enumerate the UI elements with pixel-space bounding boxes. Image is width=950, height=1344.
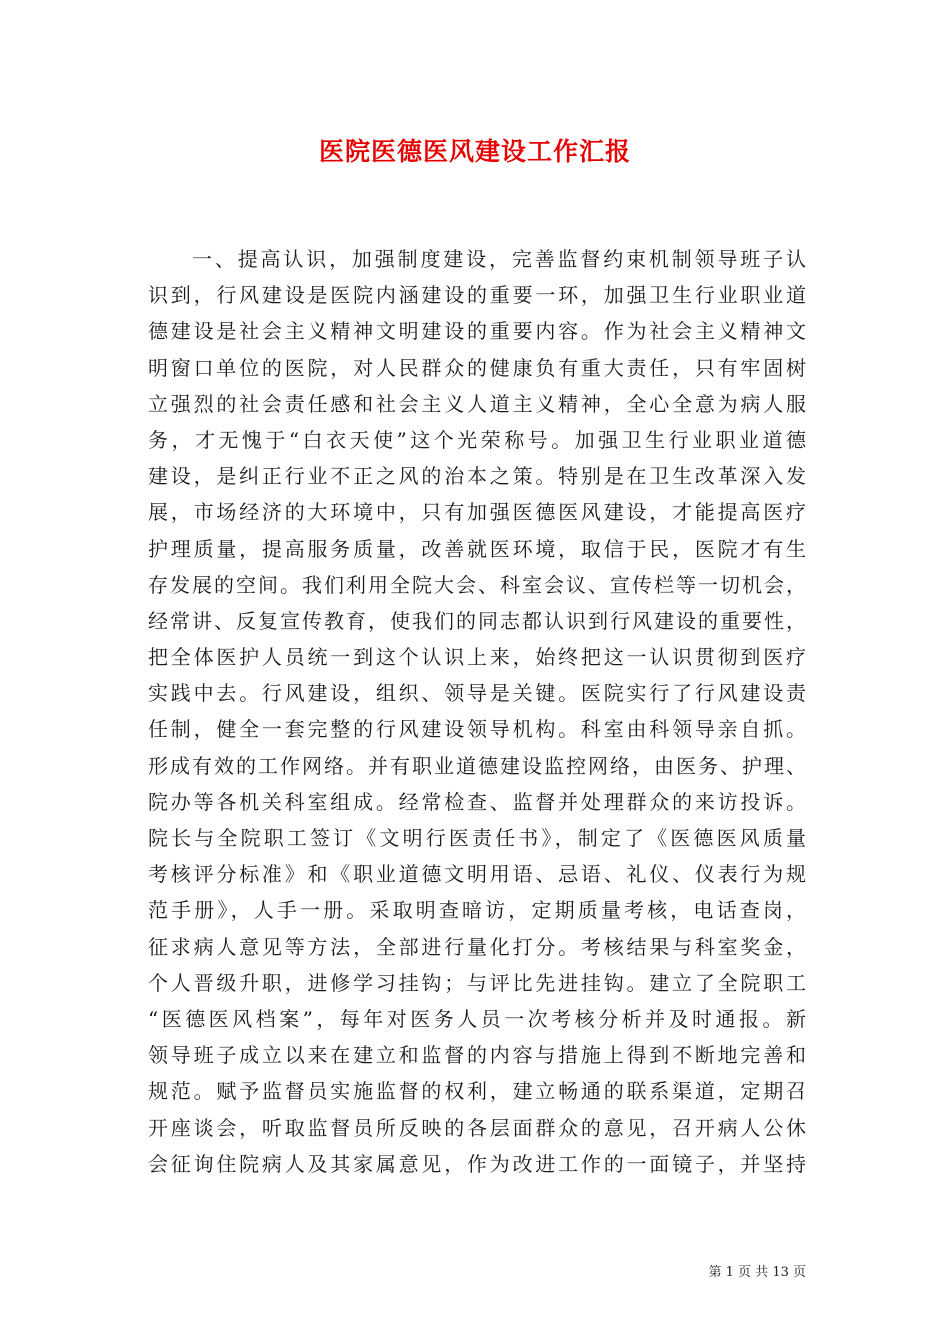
body-line: 立强烈的社会责任感和社会主义人道主义精神，全心全意为病人服 [148,391,806,416]
body-line: 规范。赋予监督员实施监督的权利，建立畅通的联系渠道，定期召 [148,1079,806,1104]
document-body [148,241,806,1182]
body-line: 存发展的空间。我们利用全院大会、科室会议、宣传栏等一切机会， [148,572,806,597]
body-line: 把全体医护人员统一到这个认识上来，始终把这一认识贯彻到医疗 [148,645,806,670]
body-line: 院办等各机关科室组成。经常检查、监督并处理群众的来访投诉。 [148,789,806,814]
page-number: 第 1 页 共 13 页 [708,1265,806,1280]
body-line: 领导班子成立以来在建立和监督的内容与措施上得到不断地完善和 [148,1043,806,1068]
body-line: 会征询住院病人及其家属意见，作为改进工作的一面镜子，并坚持 [148,1151,806,1176]
body-line: 任制，健全一套完整的行风建设领导机构。科室由科领导亲自抓。 [148,717,806,742]
body-line: 建设，是纠正行业不正之风的治本之策。特别是在卫生改革深入发 [148,464,806,489]
body-line: 个人晋级升职，进修学习挂钩；与评比先进挂钩。建立了全院职工 [148,970,806,995]
body-line: 范手册》，人手一册。采取明查暗访，定期质量考核，电话查岗， [148,898,806,923]
body-line: 实践中去。行风建设，组织、领导是关键。医院实行了行风建设责 [148,681,806,706]
body-line: 经常讲、反复宣传教育，使我们的同志都认识到行风建设的重要性， [148,608,806,633]
body-line: 护理质量，提高服务质量，改善就医环境，取信于民，医院才有生 [148,536,806,561]
document-title: 医院医德医风建设工作汇报 [318,137,631,166]
body-line: 德建设是社会主义精神文明建设的重要内容。作为社会主义精神文 [148,319,806,344]
body-line: 开座谈会，听取监督员所反映的各层面群众的意见，召开病人公休 [148,1115,806,1140]
body-line: 考核评分标准》和《职业道德文明用语、忌语、礼仪、仪表行为规 [148,862,806,887]
body-line: 征求病人意见等方法，全部进行量化打分。考核结果与科室奖金， [148,934,806,959]
body-line: 识到，行风建设是医院内涵建设的重要一环，加强卫生行业职业道 [148,283,806,308]
body-line: 形成有效的工作网络。并有职业道德建设监控网络，由医务、护理、 [148,753,806,778]
body-line: 明窗口单位的医院，对人民群众的健康负有重大责任，只有牢固树 [148,355,806,380]
body-line: 院长与全院职工签订《文明行医责任书》，制定了《医德医风质量 [148,826,806,850]
body-line: “医德医风档案”，每年对医务人员一次考核分析并及时通报。新 [148,1006,806,1031]
body-line: 务，才无愧于“白衣天使”这个光荣称号。加强卫生行业职业道德 [148,427,806,452]
body-line: 展，市场经济的大环境中，只有加强医德医风建设，才能提高医疗 [148,500,806,525]
body-line: 一、提高认识，加强制度建设，完善监督约束机制领导班子认 [192,247,806,271]
